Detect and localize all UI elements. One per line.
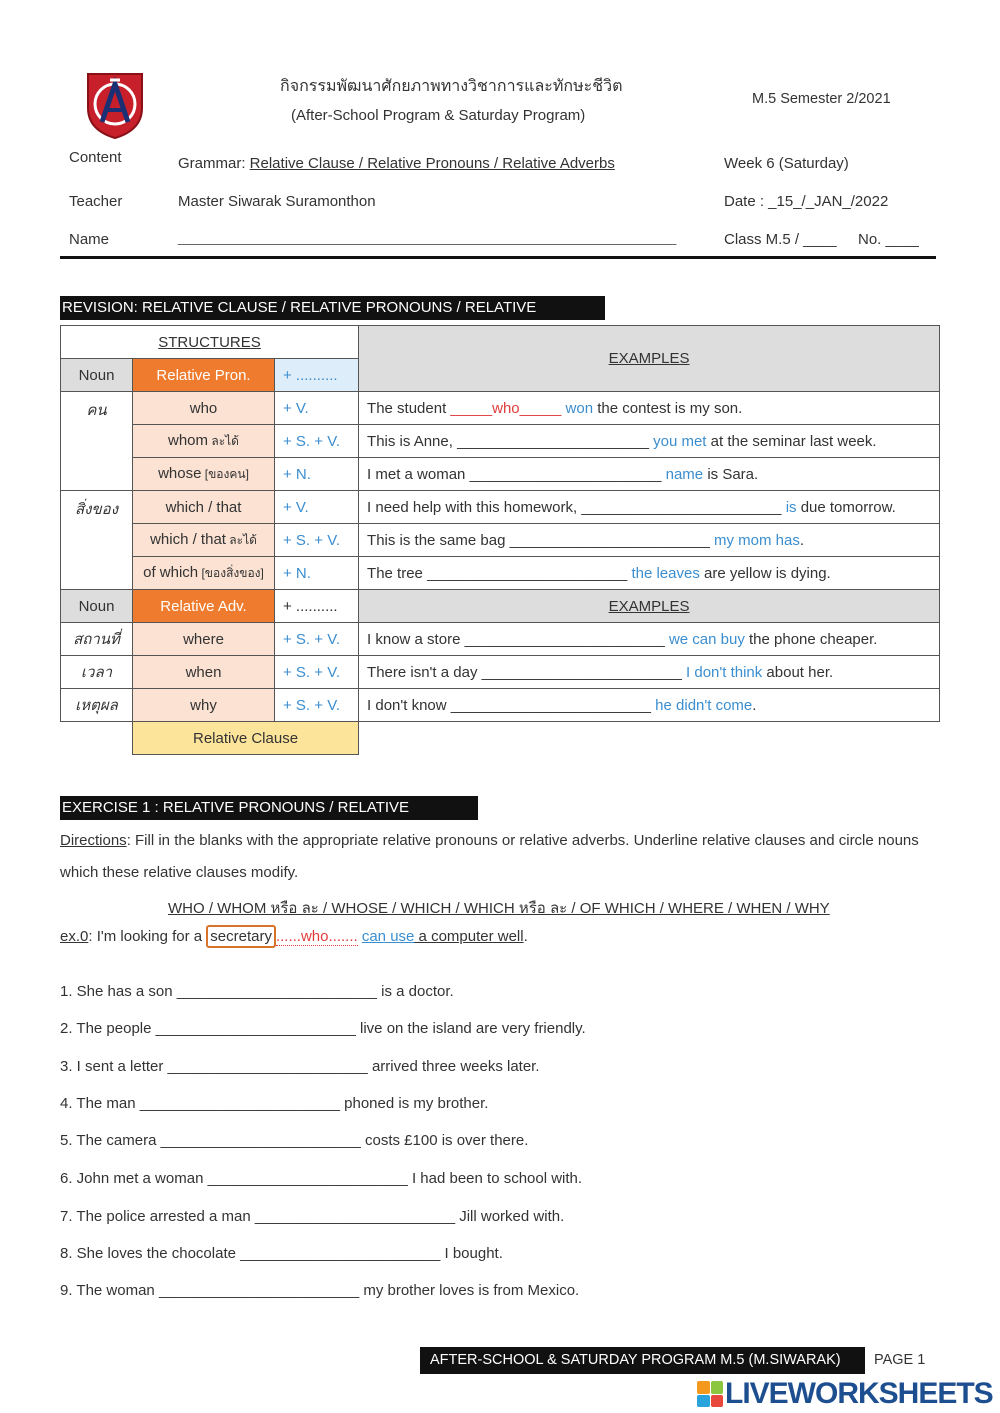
example-blank[interactable]: _______________________ [469, 465, 662, 483]
pattern: + V. [275, 491, 359, 524]
example-pre: I don't know [367, 696, 451, 714]
example-sentence [359, 524, 940, 557]
examples-heading-2: EXAMPLES [608, 597, 690, 615]
directions [60, 825, 940, 889]
week-label: Week 6 (Saturday) [724, 155, 849, 172]
pronoun-note: ละได้ [225, 532, 257, 547]
relative-clause-label: Relative Clause [133, 722, 359, 755]
example-pre: The tree [367, 564, 428, 582]
exercise-item-3[interactable]: 3. I sent a letter ________________________ arrived three weeks later. [60, 1058, 540, 1075]
table-row [61, 392, 940, 425]
example-blank[interactable]: ________________________ [450, 696, 651, 714]
example-sentence [359, 557, 940, 590]
pattern: + S. + V. [275, 656, 359, 689]
example-clause: the leaves [627, 564, 700, 582]
pattern: + S. + V. [275, 623, 359, 656]
revision-banner: REVISION: RELATIVE CLAUSE / RELATIVE PRONOUNS / RELATIVE ADVERBS [60, 296, 605, 320]
exercise-item-9[interactable]: 9. The woman ________________________ my brother loves is from Mexico. [60, 1282, 580, 1299]
noun-heading-2: Noun [61, 590, 133, 623]
relative-adv-heading: Relative Adv. [133, 590, 275, 623]
pattern: + S. + V. [275, 425, 359, 458]
footer-page-number: PAGE 1 [874, 1352, 926, 1368]
example-post: is Sara. [703, 465, 759, 483]
noun-thing: สิ่งของ [61, 491, 133, 590]
name-label: Name [69, 231, 110, 248]
table-row [61, 557, 940, 590]
revision-table [60, 325, 940, 755]
footer-program: AFTER-SCHOOL & SATURDAY PROGRAM M.5 (M.SIWARAK) [420, 1347, 865, 1374]
school-crest-logo [80, 68, 150, 140]
example-post: about her. [762, 663, 834, 681]
example-0 [60, 928, 528, 945]
example-pre: I met a woman [367, 465, 470, 483]
example-clause: won [561, 399, 594, 417]
directions-text: : Fill in the blanks with the appropriate relative pronouns or relative adverbs. Underline relative clauses and circle nouns which these relative clauses modify. [60, 832, 919, 881]
number-label[interactable]: No. ____ [858, 231, 919, 248]
pronoun: who [189, 399, 218, 417]
example-pre: This is the same bag [367, 531, 510, 549]
example-sentence [359, 689, 940, 722]
example-blank[interactable]: ________________________ [464, 630, 665, 648]
content-topic: Relative Clause / Relative Pronouns / Relative Adverbs [249, 155, 615, 172]
example-pre: I need help with this homework, [367, 498, 582, 516]
table-row [61, 458, 940, 491]
example-post: at the seminar last week. [706, 432, 877, 450]
structures-heading: STRUCTURES [158, 333, 261, 351]
example-pre: This is Anne, [367, 432, 458, 450]
example-clause: he didn't come [651, 696, 753, 714]
pronoun: of which [143, 563, 199, 581]
exercise-item-4[interactable]: 4. The man ________________________ phoned is my brother. [60, 1095, 489, 1112]
liveworksheets-brand[interactable] [697, 1378, 993, 1410]
exercise-item-7[interactable]: 7. The police arrested a man ________________________ Jill worked with. [60, 1208, 565, 1225]
pronoun: which / that [165, 498, 242, 516]
class-label[interactable]: Class M.5 / ____ [724, 231, 837, 248]
example-blank[interactable]: ________________________ [509, 531, 710, 549]
example-blank[interactable]: ________________________ [481, 663, 682, 681]
thai-program-title: กิจกรรมพัฒนาศักยภาพทางวิชาการและทักษะชีวิต [280, 78, 623, 95]
content-label: Content [69, 149, 122, 166]
name-line[interactable]: ________________________________________________________________ [178, 229, 677, 245]
pronoun: which / that [150, 530, 226, 548]
table-row [61, 524, 940, 557]
pattern-heading-2: + .......... [275, 590, 359, 623]
example-sentence [359, 491, 940, 524]
example-post: . [752, 696, 757, 714]
exercise-item-2[interactable]: 2. The people ________________________ live on the island are very friendly. [60, 1020, 586, 1037]
pronoun-note: ละได้ [208, 433, 239, 448]
pattern: + S. + V. [275, 524, 359, 557]
example-clause: is [781, 498, 797, 516]
pronoun: whom [168, 431, 209, 449]
word-bank: WHO / WHOM หรือ ละ / WHOSE / WHICH / WHICH หรือ ละ / OF WHICH / WHERE / WHEN / WHY [168, 900, 830, 917]
teacher-value: Master Siwarak Suramonthon [178, 193, 376, 210]
table-header-row [61, 326, 940, 359]
noun-heading: Noun [61, 359, 133, 392]
example-answer: _____who_____ [450, 399, 562, 417]
content-value [178, 155, 615, 172]
adverb-header-row [61, 590, 940, 623]
relative-pron-heading: Relative Pron. [133, 359, 275, 392]
ex0-clause-verb: can use [361, 928, 415, 945]
exercise-item-6[interactable]: 6. John met a woman ________________________ I had been to school with. [60, 1170, 583, 1187]
pattern-heading: + .......... [275, 359, 359, 392]
ex0-label: ex.0 [60, 928, 89, 945]
example-blank[interactable]: ________________________ [427, 564, 628, 582]
example-pre: There isn't a day [367, 663, 482, 681]
examples-heading: EXAMPLES [608, 350, 690, 367]
example-clause: we can buy [664, 630, 745, 648]
liveworksheets-logo-icon [697, 1381, 723, 1407]
example-sentence [359, 392, 940, 425]
table-row [61, 491, 940, 524]
exercise-item-1[interactable]: 1. She has a son ________________________ is a doctor. [60, 983, 454, 1000]
example-clause: my mom has [709, 531, 800, 549]
example-post: the contest is my son. [593, 399, 743, 417]
pattern: + N. [275, 458, 359, 491]
exercise-item-5[interactable]: 5. The camera ________________________ costs £100 is over there. [60, 1132, 529, 1149]
example-post: . [799, 531, 805, 549]
ex0-answer: ......who....... [275, 928, 358, 945]
date-label: Date : _15_/_JAN_/2022 [724, 193, 889, 210]
liveworksheets-wordmark: LIVEWORKSHEETS [725, 1377, 993, 1410]
relative-clause-row [61, 722, 940, 755]
example-post: due tomorrow. [796, 498, 896, 516]
example-clause: I don't think [681, 663, 763, 681]
example-sentence [359, 656, 940, 689]
noun-person: คน [61, 392, 133, 491]
example-pre: The student [367, 399, 451, 417]
pronoun-note: [ของสิ่งของ] [198, 565, 264, 580]
example-blank[interactable]: ________________________ [581, 498, 782, 516]
teacher-label: Teacher [69, 193, 123, 210]
table-row [61, 623, 940, 656]
ex0-pre: : I'm looking for a [88, 928, 207, 945]
example-post: the phone cheaper. [744, 630, 878, 648]
adverb: where [133, 623, 275, 656]
example-post: are yellow is dying. [699, 564, 831, 582]
pattern: + S. + V. [275, 689, 359, 722]
directions-label: Directions [60, 832, 127, 849]
noun-time: เวลา [61, 656, 133, 689]
table-row [61, 425, 940, 458]
header-divider [60, 256, 936, 259]
semester-label: M.5 Semester 2/2021 [752, 91, 891, 107]
exercise-banner: EXERCISE 1 : RELATIVE PRONOUNS / RELATIVE ADVERBS [60, 796, 478, 820]
example-sentence [359, 623, 940, 656]
table-row [61, 656, 940, 689]
adverb: why [133, 689, 275, 722]
example-sentence [359, 458, 940, 491]
example-clause: you met [648, 432, 707, 450]
content-prefix: Grammar: [178, 155, 250, 172]
pronoun: whose [158, 464, 202, 482]
example-clause: name [661, 465, 704, 483]
ex0-clause-rest: a computer well [414, 928, 524, 945]
pattern: + V. [275, 392, 359, 425]
example-blank[interactable]: _______________________ [457, 432, 649, 450]
program-subtitle: (After-School Program & Saturday Program) [291, 107, 586, 124]
noun-place: สถานที่ [61, 623, 133, 656]
table-row [61, 689, 940, 722]
exercise-item-8[interactable]: 8. She loves the chocolate ________________________ I bought. [60, 1245, 503, 1262]
pattern: + N. [275, 557, 359, 590]
example-sentence [359, 425, 940, 458]
ex0-end: . [523, 928, 528, 945]
adverb: when [133, 656, 275, 689]
example-pre: I know a store [367, 630, 465, 648]
ex0-circled-noun: secretary [206, 925, 276, 948]
noun-reason: เหตุผล [61, 689, 133, 722]
pronoun-note: [ของคน] [201, 466, 249, 481]
